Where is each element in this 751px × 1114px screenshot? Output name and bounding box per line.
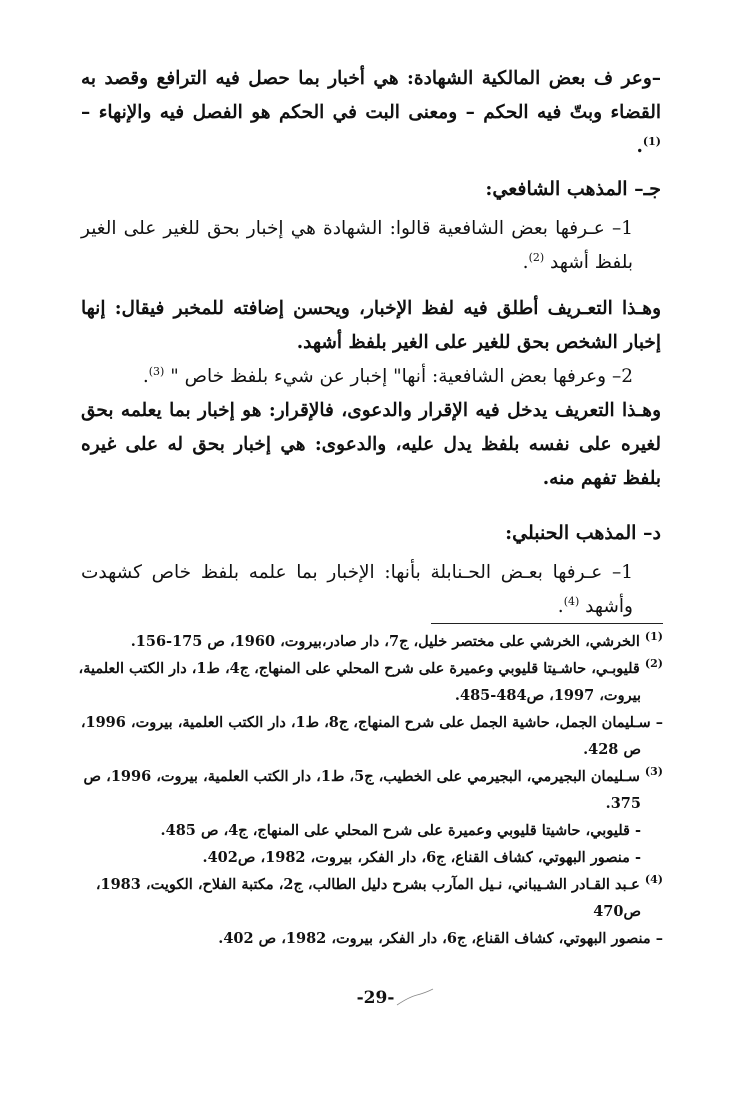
footnote-4-marker: (4) bbox=[644, 873, 663, 887]
heading-hanbali-school: د– المذهب الحنبلي: bbox=[505, 522, 661, 544]
footnote-3: $^{(3)}$ سـليمان البجيرمي، البجيرمي على الخطيب، ج5، ط1، دار الكتب العلمية، بيروت، 1996، ص bbox=[83, 765, 663, 785]
footnote-2-continuation: بيروت، 1997، ص484-485. bbox=[454, 687, 641, 704]
footnote-ref-3: (3) bbox=[148, 364, 165, 378]
footnotes bbox=[78, 628, 663, 952]
footnote-4-second-source: – منصور البهوتي، كشاف القناع، ج6، دار الفكر، بيروت، 1982، ص 402. bbox=[218, 930, 663, 947]
footnote-2-marker: (2) bbox=[644, 657, 663, 671]
shafii-definition-2: 2– وعرفها بعض الشافعية: أنها" إخبار عن شيء بلفظ خاص " $^{(3)}$. bbox=[142, 364, 633, 387]
footnote-2-second-continuation: ص 428. bbox=[583, 741, 641, 758]
footnote-3-third-source: - منصور البهوتي، كشاف القناع، ج6، دار الفكر، بيروت، 1982، ص402. bbox=[202, 849, 641, 866]
footnote-1-marker: (1) bbox=[644, 630, 663, 644]
hanbali-definition-1: 1– عـرفها بعـض الحـنابلة بأنها: الإخبار بما علمه بلفظ خاص كشهدت وأشهد $^{(4)}$. bbox=[81, 562, 633, 617]
page-number: -29- bbox=[356, 988, 395, 1008]
footnote-4-continuation: ص470 bbox=[593, 903, 641, 920]
footnote-3-second-source: - قليوبي، حاشيتا قليوبي وعميرة على شرح المحلي على المنهاج، ج4، ص 485. bbox=[160, 822, 641, 839]
main-text bbox=[81, 62, 661, 624]
footnote-2: $^{(2)}$ قليوبـي، حاشـيتا قليوبي وعميرة على شرح المحلي على المنهاج، ج4، ط1، دار الكتب العلمية، bbox=[78, 657, 663, 677]
footnote-ref-4: (4) bbox=[563, 594, 580, 608]
footnote-ref-1: (1) bbox=[642, 134, 661, 148]
shafii-definition-1-comment: وهـذا التعـريف أطلق فيه لفظ الإخبار، ويحسن إضافته للمخبر فيقال: إنها إخبار الشخص بحق للغير على الغير بلفظ أشهد. bbox=[81, 298, 661, 353]
footnote-4: $^{(4)}$ عـبد القـادر الشـيباني، نـيل المآرب بشرح دليل الطالب، ج2، مكتبة الفلاح، الكويت، 1983، bbox=[95, 873, 663, 893]
heading-shafii-school: جـ– المذهب الشافعي: bbox=[485, 178, 661, 200]
shafii-definition-1: 1– عـرفها بعض الشافعية قالوا: الشهادة هي إخبار بحق للغير على الغير بلفظ أشهد $^{(2)}$. bbox=[81, 218, 633, 273]
footnote-2-second-source: – سـليمان الجمل، حاشية الجمل على شرح المنهاج، ج8، ط1، دار الكتب العلمية، بيروت، 1996، bbox=[80, 714, 663, 731]
shafii-definition-2-comment: وهـذا التعريف يدخل فيه الإقرار والدعوى، فالإقرار: هو إخبار بما يعلمه بحق لغيره على نفسه بلفظ يدل عليه، والدعوى: هي إخبار بحق له على غيره بلفظ تفهم منه. bbox=[81, 400, 661, 489]
footnote-3-marker: (3) bbox=[644, 765, 663, 779]
footnote-divider bbox=[431, 623, 663, 624]
footnote-3-continuation: 375. bbox=[605, 795, 641, 812]
footnote-ref-2: (2) bbox=[528, 250, 545, 264]
paragraph-maliki-definition: –وعر ف بعض المالكية الشهادة: هي أخبار بما حصل فيه الترافع وقصد به القضاء وبتّ فيه الحكم – ومعنى البت في الحكم هو الفصل فيه والإنهاء – $^{(1)}$. bbox=[81, 68, 661, 157]
footnote-1: $^{(1)}$ الخرشي، الخرشي على مختصر خليل، ج7، دار صادر،بيروت، 1960، ص 175-156. bbox=[130, 630, 663, 650]
